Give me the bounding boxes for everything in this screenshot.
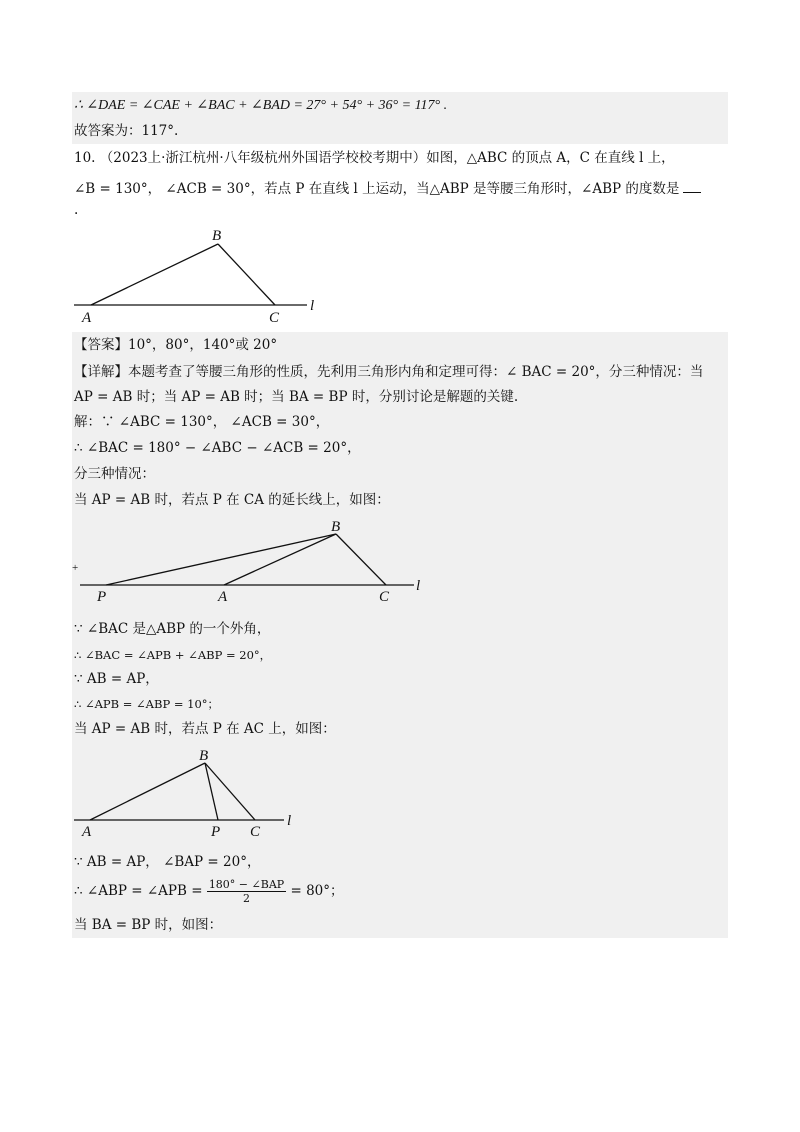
case2-line2-prefix: ∴ ∠ABP = ∠APB = [74,883,203,899]
fig3-label-l: l [287,813,292,829]
detail-line6: 当 AP = AB 时，若点 P 在 CA 的延长线上，如图： [74,492,390,508]
fig2-label-a: A [218,589,228,605]
fig3-side-ab [90,763,205,820]
prev-solution-line2: 故答案为：117°. [74,123,179,139]
fig3-label-a: A [82,824,92,840]
case1-line1: ∵ ∠BAC 是△ABP 的一个外角， [74,621,271,637]
case2-fraction [207,878,286,905]
fig2-label-l: l [416,578,421,594]
answer-line: 【答案】10°，80°，140°或 20° [74,337,278,353]
detail-line2: AP = AB 时；当 AP = AB 时；当 BA = BP 时，分别讨论是解题的关键. [74,389,519,405]
fig3-side-bc [205,763,255,820]
fig3-label-c: C [250,824,261,840]
fig3-side-bp [205,763,218,820]
case2-line3: 当 BA = BP 时，如图： [74,917,223,933]
detail-line5: 分三种情况： [74,466,155,482]
detail-line1: 【详解】本题考查了等腰三角形的性质，先利用三角形内角和定理可得：∠ BAC = 20°，分三种情况：当 [74,364,704,380]
case2-fraction-denominator: 2 [242,892,250,905]
case2-line1: ∵ AB = AP， ∠BAP = 20°， [74,854,261,870]
case1-line3: ∵ AB = AP， [74,671,159,687]
question-line1: 10. （2023上·浙江杭州·八年级杭州外国语学校校考期中）如图，△ABC 的顶点 A，C 在直线 l 上， [74,150,675,166]
prev-solution-line1: ∴ ∠DAE = ∠CAE + ∠BAC + ∠BAD = 27° + 54° + 36° = 117° . [74,98,448,113]
case1-line2: ∴ ∠BAC = ∠APB + ∠ABP = 20°， [74,648,272,662]
case2-line2-suffix: = 80°； [290,883,344,899]
case2-line2 [74,876,344,906]
fig1-label-l: l [310,298,315,314]
question-line2-text: ∠B = 130°， ∠ACB = 30°，若点 P 在直线 l 上运动，当△ABP 是等腰三角形时，∠ABP 的度数是 [74,181,680,197]
fig1-label-a: A [82,310,92,326]
fig3-label-p: P [211,824,221,840]
fig1-label-c: C [269,310,280,326]
fig1-label-b: B [212,228,222,244]
fig3-label-b: B [199,748,209,764]
case1-line4: ∴ ∠APB = ∠ABP = 10°； [74,697,220,711]
detail-line3: 解：∵ ∠ABC = 130°， ∠ACB = 30°， [74,414,330,430]
fig2-label-p: P [97,589,107,605]
detail-line4: ∴ ∠BAC = 180° − ∠ABC − ∠ACB = 20°， [74,440,361,456]
fig2-label-c: C [379,589,390,605]
question-line3: . [74,202,79,218]
case2-fraction-numerator: 180° − ∠BAP [208,878,285,891]
fig2-mark: + [72,562,79,574]
fig2-label-b: B [331,519,341,535]
case1-line5: 当 AP = AB 时，若点 P 在 AC 上，如图： [74,721,336,737]
